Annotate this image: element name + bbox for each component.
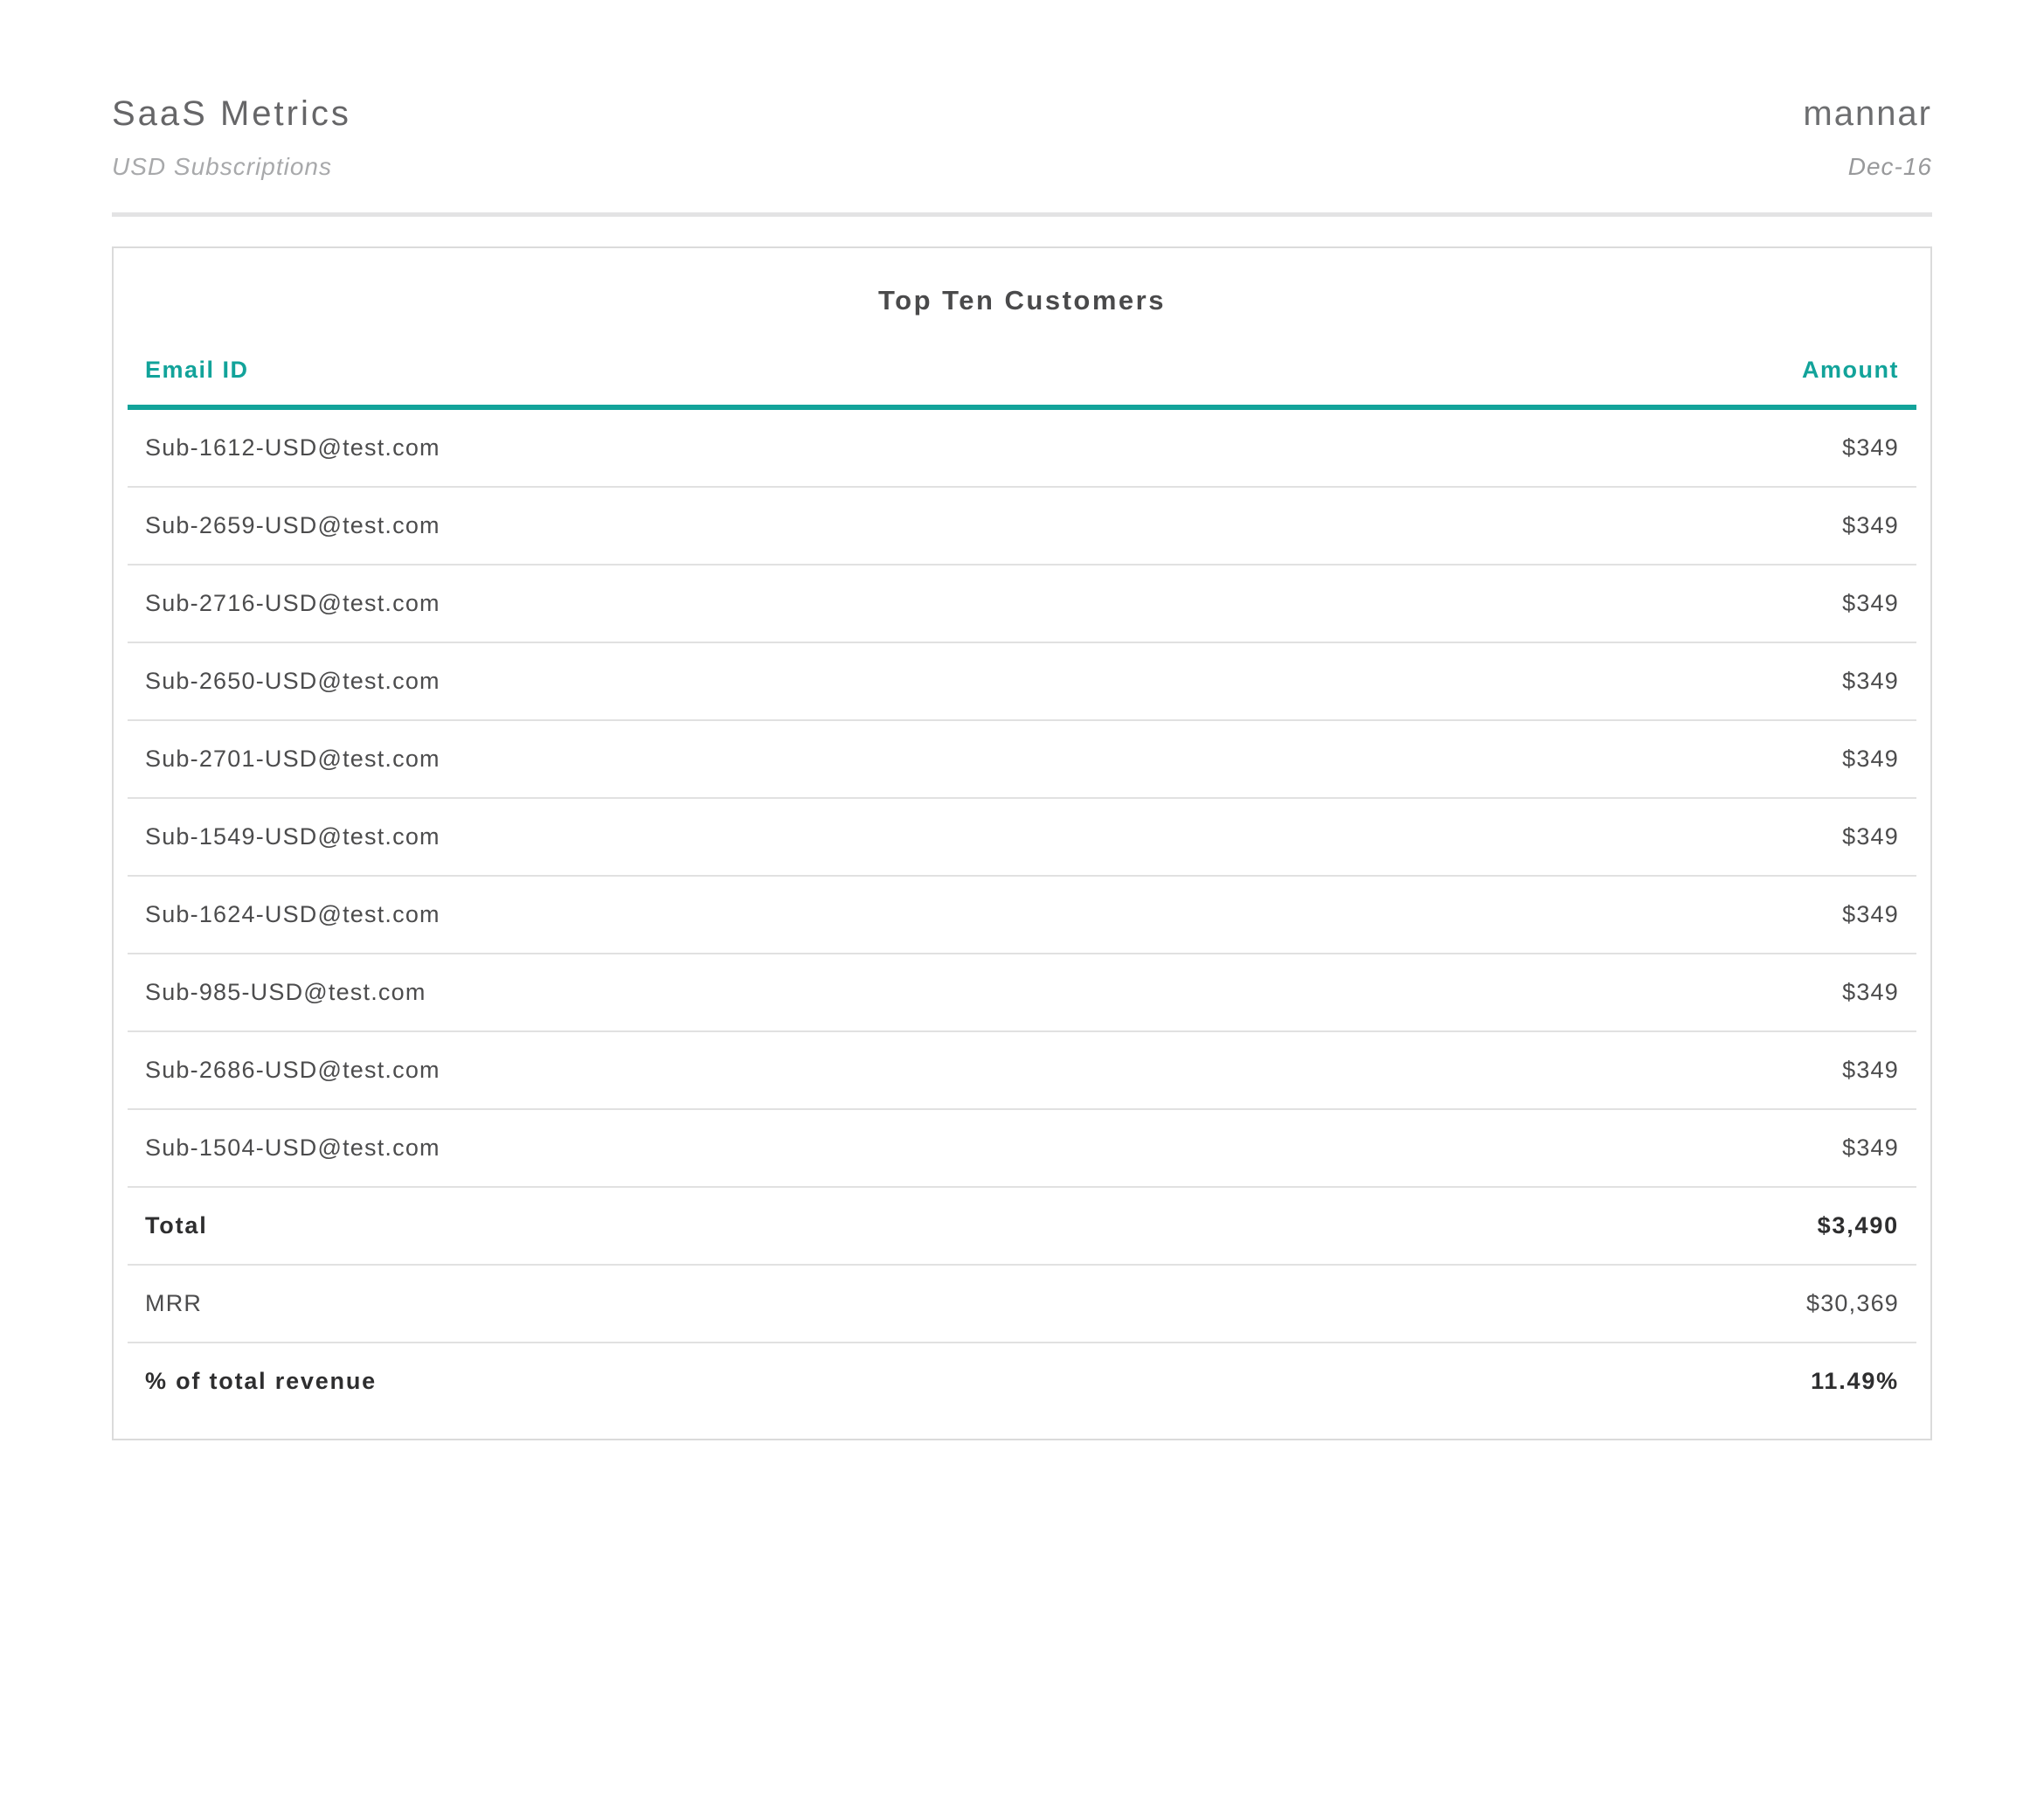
amount-cell: $349: [1405, 565, 1916, 642]
email-cell: Sub-2716-USD@test.com: [128, 565, 1405, 642]
mrr-value: $30,369: [1405, 1265, 1916, 1343]
header-row: [128, 329, 1916, 407]
report-header-left: [112, 94, 351, 181]
column-header-amount: Amount: [1405, 329, 1916, 407]
revenue-pct-label: % of total revenue: [145, 1368, 377, 1394]
page-subtitle: USD Subscriptions: [112, 153, 332, 180]
email-cell: Sub-1612-USD@test.com: [128, 407, 1405, 487]
mrr-label: MRR: [128, 1265, 1405, 1343]
total-value: $3,490: [1405, 1187, 1916, 1265]
brand-name: mannar: [1803, 94, 1932, 133]
customers-card: [112, 246, 1932, 1440]
column-header-email: Email ID: [128, 329, 1405, 407]
amount-cell: $349: [1405, 642, 1916, 720]
email-cell: Sub-1624-USD@test.com: [128, 876, 1405, 954]
table-row: [128, 1031, 1916, 1109]
report-header-right: [1803, 94, 1932, 181]
email-cell: Sub-2650-USD@test.com: [128, 642, 1405, 720]
table-head: [128, 329, 1916, 407]
customers-table: [128, 329, 1916, 1419]
amount-cell: $349: [1405, 720, 1916, 798]
report-date: Dec-16: [1847, 153, 1932, 180]
amount-cell: $349: [1405, 876, 1916, 954]
email-cell: Sub-1504-USD@test.com: [128, 1109, 1405, 1187]
header-divider: [112, 212, 1932, 217]
email-cell: Sub-985-USD@test.com: [128, 954, 1405, 1031]
revenue-pct-value: 11.49%: [1811, 1368, 1899, 1394]
email-cell: Sub-2686-USD@test.com: [128, 1031, 1405, 1109]
amount-cell: $349: [1405, 954, 1916, 1031]
table-row: [128, 720, 1916, 798]
table-row: [128, 954, 1916, 1031]
page-title: SaaS Metrics: [112, 94, 351, 133]
email-cell: Sub-2701-USD@test.com: [128, 720, 1405, 798]
table-row: [128, 407, 1916, 487]
email-cell: Sub-1549-USD@test.com: [128, 798, 1405, 876]
amount-cell: $349: [1405, 407, 1916, 487]
amount-cell: $349: [1405, 798, 1916, 876]
revenue-pct-row: [128, 1343, 1916, 1419]
report-header: [112, 94, 1932, 181]
table-row: [128, 487, 1916, 565]
table-row: [128, 565, 1916, 642]
table-row: [128, 876, 1916, 954]
amount-cell: $349: [1405, 1109, 1916, 1187]
total-row: [128, 1187, 1916, 1265]
table-row: [128, 1109, 1916, 1187]
total-label: Total: [128, 1187, 1405, 1265]
amount-cell: $349: [1405, 1031, 1916, 1109]
table-title: Top Ten Customers: [878, 285, 1166, 316]
mrr-row: [128, 1265, 1916, 1343]
amount-cell: $349: [1405, 487, 1916, 565]
table-body: [128, 407, 1916, 1419]
table-row: [128, 798, 1916, 876]
table-row: [128, 642, 1916, 720]
email-cell: Sub-2659-USD@test.com: [128, 487, 1405, 565]
